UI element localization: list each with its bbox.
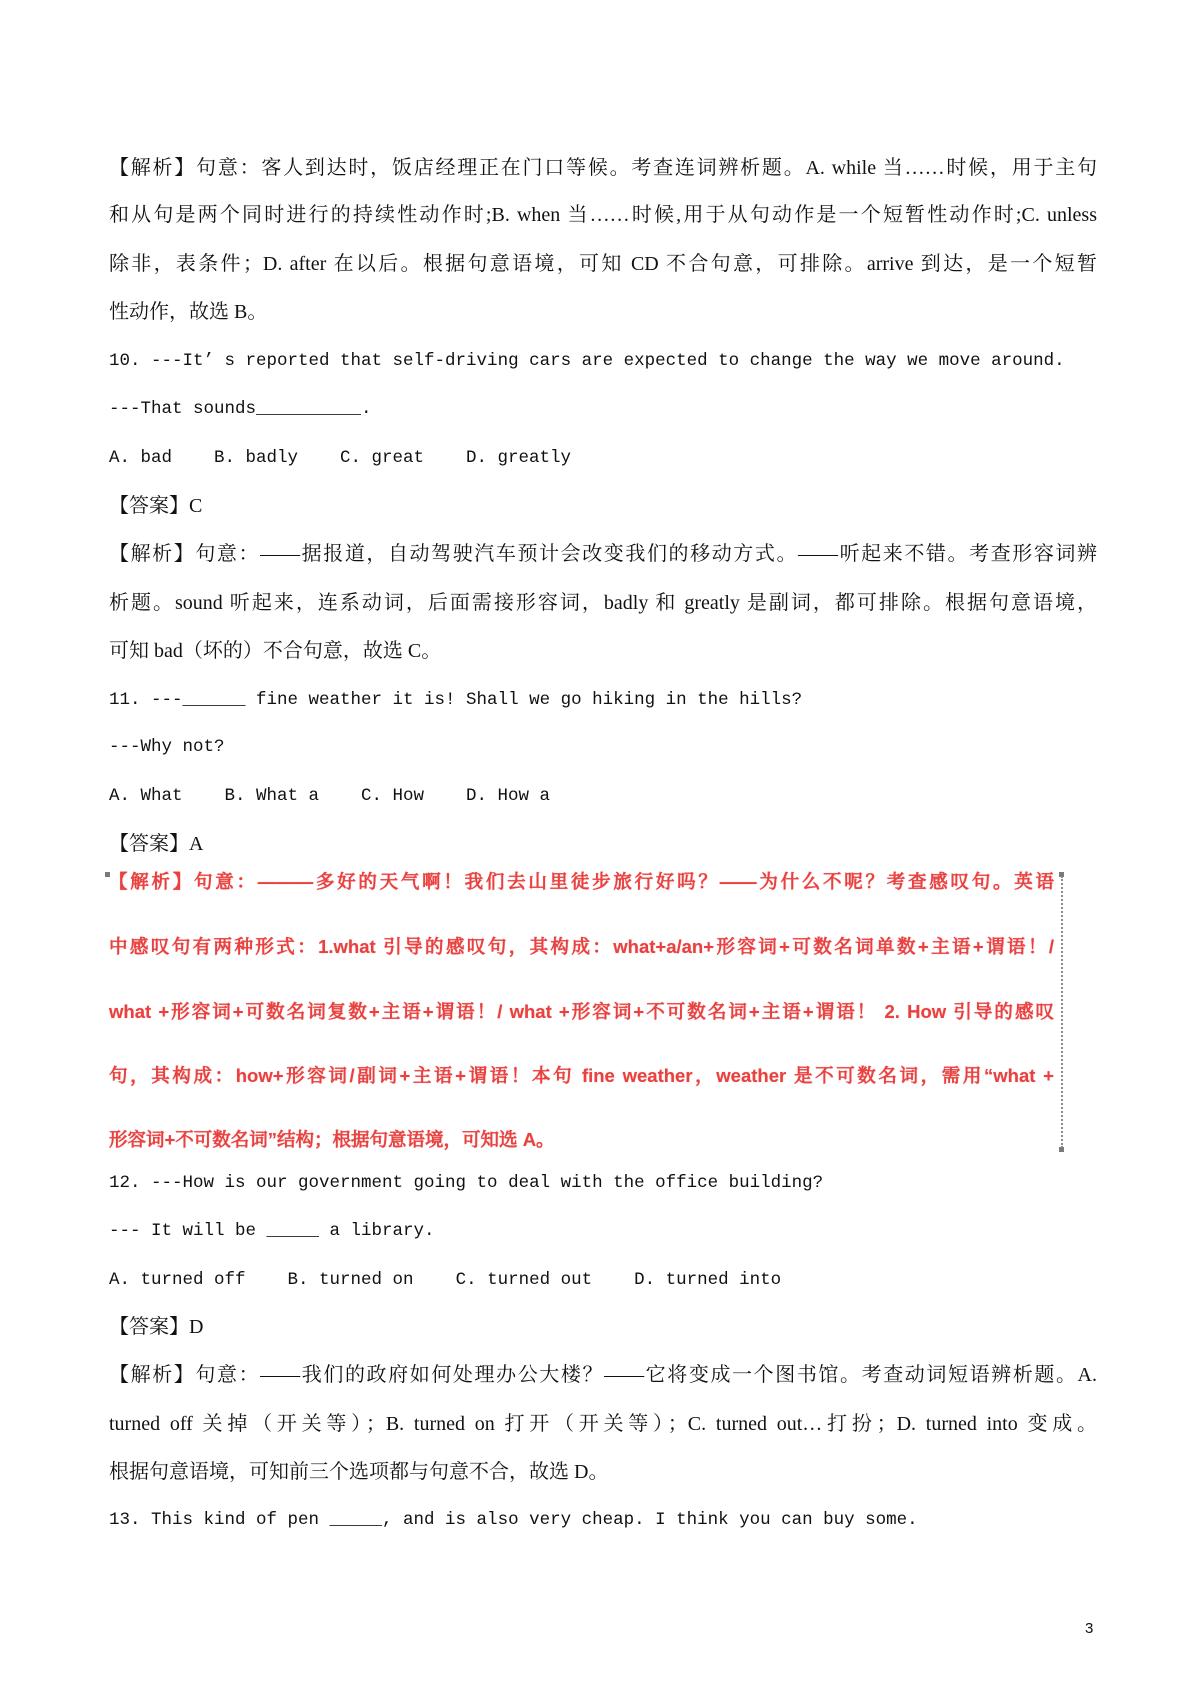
q12-analysis-line: 【解析】句意：——我们的政府如何处理办公大楼？——它将变成一个图书馆。考查动词短语辨析题。A.	[109, 1364, 1097, 1386]
q11-option-a: A. What	[109, 786, 183, 806]
q12-option-b: B. turned on	[287, 1270, 414, 1290]
q11-analysis-line: 【解析】句意：———多好的天气啊！我们去山里徒步旅行好吗？——为什么不呢？考查感叹句。英语	[109, 871, 1054, 892]
q10-analysis-line: 可知 bad（坏的）不合句意，故选 C。	[109, 640, 442, 662]
q10-analysis-line: 【解析】句意：——据报道，自动驾驶汽车预计会改变我们的移动方式。——听起来不错。考查形容词辨	[109, 543, 1097, 565]
q11-analysis-highlight-box	[109, 866, 1065, 1156]
q11-analysis-line: 中感叹句有两种形式：1.what 引导的感叹句，其构成：what+a/an+形容词+可数名词单数+主语+谓语！/	[109, 936, 1054, 957]
q13-stem: 13. This kind of pen _____, and is also very cheap. I think you can buy some.	[109, 1510, 918, 1530]
q12-stem: 12. ---How is our government going to deal with the office building?	[109, 1173, 824, 1193]
q12-option-d: D. turned into	[634, 1270, 782, 1290]
q12-analysis-line: 根据句意语境，可知前三个选项都与句意不合，故选 D。	[109, 1461, 609, 1483]
q10-response: ---That sounds__________.	[109, 399, 372, 419]
q12-option-a: A. turned off	[109, 1270, 246, 1290]
q11-option-b: B. What a	[224, 786, 320, 806]
q10-answer: 【答案】C	[109, 495, 203, 517]
q10-analysis-line: 析题。sound 听起来，连系动词，后面需接形容词，badly 和 greatly 是副词，都可排除。根据句意语境，	[109, 592, 1097, 614]
q11-options	[109, 781, 550, 811]
q11-option-d: D. How a	[466, 786, 551, 806]
q10-option-c: C. great	[340, 448, 425, 468]
q11-analysis-line: 句，其构成：how+形容词/副词+主语+谓语！本句 fine weather，weather 是不可数名词，需用“what +	[109, 1065, 1054, 1086]
q11-analysis-line: 形容词+不可数名词”结构；根据句意语境，可知选 A。	[109, 1129, 555, 1150]
q11-analysis-line: what +形容词+可数名词复数+主语+谓语！/ what +形容词+不可数名词+主语+谓语！ 2. How 引导的感叹	[109, 1001, 1054, 1022]
q9-analysis-line: 和从句是两个同时进行的持续性动作时;B. when 当……时候,用于从句动作是一个短暂性动作时;C. unless	[109, 204, 1097, 226]
q9-analysis-line: 性动作，故选 B。	[109, 301, 268, 323]
q10-option-d: D. greatly	[466, 448, 572, 468]
q12-analysis-line: turned off 关掉（开关等）；B. turned on 打开（开关等）；C. turned out…打扮；D. turned into 变成。	[109, 1413, 1097, 1435]
q11-answer: 【答案】A	[109, 833, 204, 855]
q9-analysis-line: 除非，表条件；D. after 在以后。根据句意语境，可知 CD 不合句意，可排除。arrive 到达，是一个短暂	[109, 253, 1097, 275]
q11-response: ---Why not?	[109, 737, 225, 757]
q12-options	[109, 1265, 781, 1295]
q10-option-b: B. badly	[214, 448, 299, 468]
q10-option-a: A. bad	[109, 448, 173, 468]
q11-stem: 11. ---______ fine weather it is! Shall we go hiking in the hills?	[109, 690, 803, 710]
q10-options	[109, 443, 571, 473]
q12-response: --- It will be _____ a library.	[109, 1221, 435, 1241]
page-number: 3	[1085, 1620, 1094, 1637]
q12-option-c: C. turned out	[455, 1270, 593, 1290]
q11-option-c: C. How	[361, 786, 425, 806]
q10-stem: 10. ---It’ s reported that self-driving cars are expected to change the way we move around.	[109, 351, 1065, 371]
q9-analysis-line: 【解析】句意：客人到达时，饭店经理正在门口等候。考查连词辨析题。A. while 当……时候，用于主句	[109, 157, 1097, 179]
selection-dotted-edge	[1061, 876, 1063, 1148]
q12-answer: 【答案】D	[109, 1316, 204, 1338]
